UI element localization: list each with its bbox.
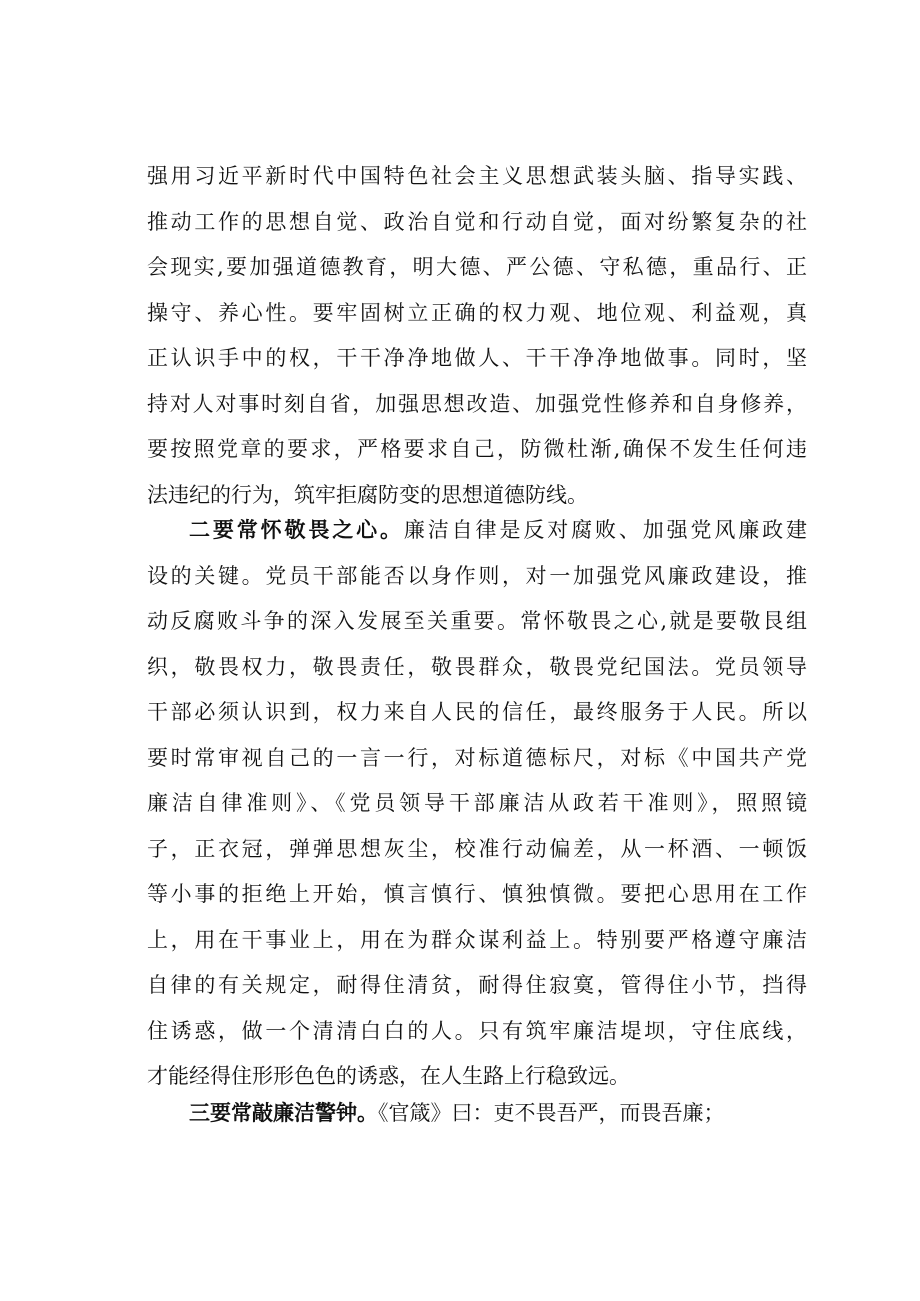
- paragraph-2-line-7: 廉洁自律准则》、《党员领导干部廉洁从政若干准则》，照照镜: [147, 791, 807, 815]
- paragraph-2-line-3: 动反腐败斗争的深入发展至关重要。常怀敬畏之心,就是要敬艮组: [147, 609, 807, 633]
- paragraph-2-line-10: 上，用在干事业上，用在为群众谋利益上。特别要严格遵守廉洁: [147, 927, 807, 952]
- paragraph-2-line-11: 自律的有关规定，耐得住清贫，耐得住寂寞，管得住小节，挡得: [147, 973, 807, 997]
- paragraph-1-body: [147, 154, 807, 518]
- paragraph-2-line-12: 住诱惑，做一个清清白白的人。只有筑牢廉洁堤坝，守住底线，: [147, 1018, 807, 1043]
- paragraph-1-line-8: 法违纪的行为，筑牢拒腐防变的思想道德防线。: [147, 482, 588, 507]
- paragraph-1-line-1: 强用习近平新时代中国特色社会主义思想武装头脑、指导实践、: [147, 164, 807, 188]
- paragraph-2: [147, 508, 807, 1100]
- paragraph-1-line-6: 持对人对事时刻自省，加强思想改造、加强党性修养和自身修养，: [147, 391, 807, 416]
- paragraph-3: [147, 1091, 807, 1137]
- paragraph-3-line-1: [147, 1091, 807, 1137]
- paragraph-1-line-5: 正认识手中的权，干干净净地做人、干干净净地做事。同时，坚: [147, 346, 807, 370]
- paragraph-2-line-2: 设的关键。党员干部能否以身作则，对一加强党风廉政建设，推: [147, 563, 807, 588]
- paragraph-1-line-4: 操守、养心性。要牢固树立正确的权力观、地位观、利益观，真: [147, 300, 807, 325]
- paragraph-2-line-1: [147, 508, 807, 554]
- paragraph-1: [147, 154, 807, 518]
- paragraph-2-line-4: 织，敬畏权力，敬畏责任，敬畏群众，敬畏党纪国法。党员领导: [147, 654, 807, 679]
- paragraph-2-line-9: 等小事的拒绝上开始，慎言慎行、慎独慎微。要把心思用在工作: [147, 882, 807, 906]
- paragraph-2-heading: 二要常怀敬畏之心。: [189, 518, 404, 542]
- paragraph-2-line-8: 子，正衣冠，弹弹思想灰尘，校准行动偏差，从一杯酒、一顿饭: [147, 836, 807, 861]
- paragraph-2-line-1-text: 廉洁自律是反对腐败、加强党风廉政建: [403, 518, 808, 542]
- paragraph-2-line-13: 才能经得住形形色色的诱惑，在人生路上行稳致远。: [147, 1064, 630, 1088]
- paragraph-3-heading: 三要常敲廉洁警钟。: [189, 1101, 378, 1125]
- paragraph-3-line-1-text: 《官箴》曰：吏不畏吾严，而畏吾廉；: [378, 1101, 725, 1125]
- paragraph-1-line-3: 会现实,要加强道德教育，明大德、严公德、守私德，重品行、正: [147, 255, 807, 279]
- paragraph-1-line-2: 推动工作的思想自觉、政治自觉和行动自觉，面对纷繁复杂的社: [147, 209, 807, 234]
- paragraph-1-line-7: 要按照党章的要求，严格要求自己，防微杜渐,确保不发生任何违: [147, 437, 807, 461]
- paragraph-2-line-6: 要时常审视自己的一言一行，对标道德标尺，对标《中国共产党: [147, 745, 807, 770]
- paragraph-3-body: [147, 1091, 807, 1137]
- paragraph-2-line-5: 干部必须认识到，权力来自人民的信任，最终服务于人民。所以: [147, 700, 807, 724]
- paragraph-2-body: [147, 508, 807, 1100]
